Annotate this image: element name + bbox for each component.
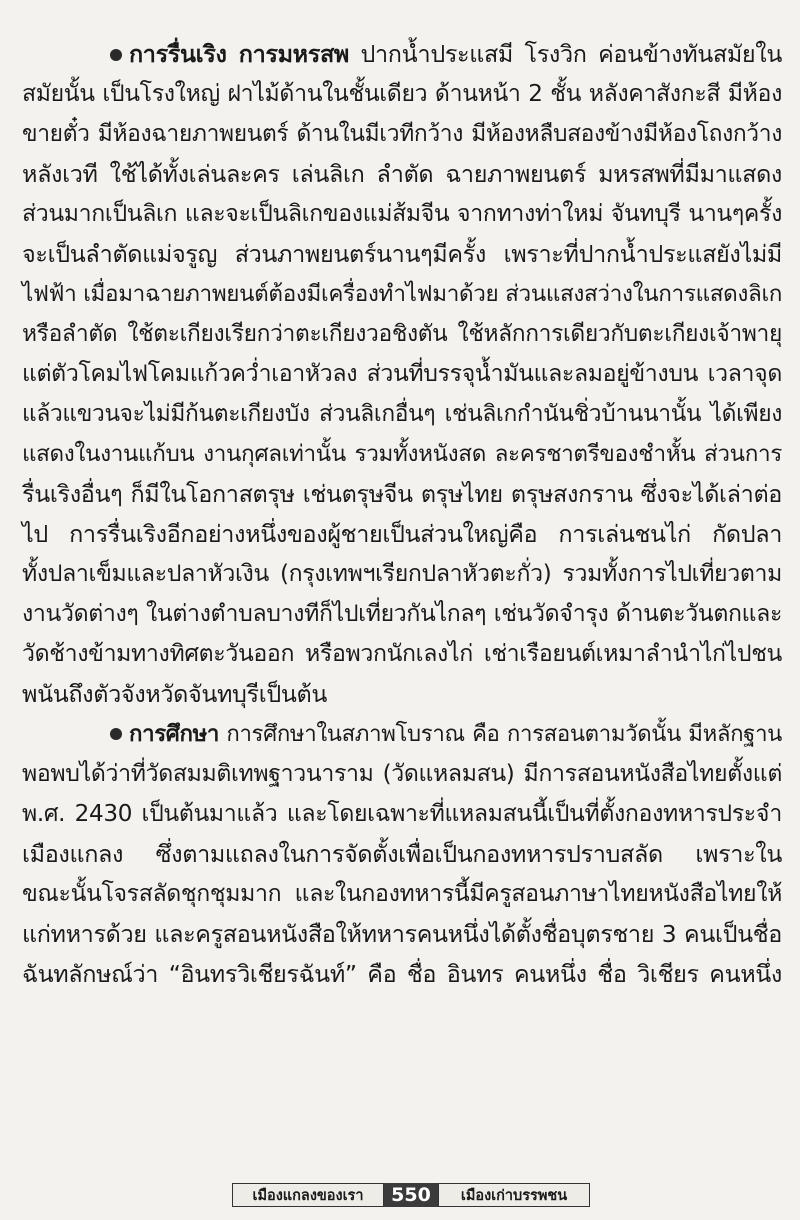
text-line: ไฟฟ้า เมื่อมาฉายภาพยนต์ต้องมีเครื่องทำไฟมาด้วย ส่วนแสงสว่างในการแสดงลิเก — [22, 281, 783, 307]
text-line: เมืองแกลง ซึ่งตามแถลงในการจัดตั้งเพื่อเป็นกองทหารปราบสลัด เพราะใน — [22, 840, 782, 868]
text-line: วัดช้างข้ามทางทิศตะวันออก หรือพวกนักเลงไก่ เช่าเรือยนต์เหมาลำนำไก่ไปชน — [22, 641, 782, 667]
section1-heading: การรื่นเริง การมหรสพ — [129, 40, 349, 68]
text-line: ฉันทลักษณ์ว่า “อินทรวิเชียรฉันท์” คือ ชื่อ อินทร คนหนึ่ง ชื่อ วิเชียร คนหนึ่ง — [22, 960, 782, 988]
page-footer — [232, 1183, 592, 1207]
body-text — [22, 34, 782, 994]
text-line: สมัยนั้น เป็นโรงใหญ่ ฝาไม้ด้านในชั้นเดียว ด้านหน้า 2 ชั้น หลังคาสังกะสี มีห้อง — [22, 81, 782, 107]
section2-first-line — [22, 714, 782, 754]
text-line: หลังเวที ใช้ได้ทั้งเล่นละคร เล่นลิเก ลำตัด ฉายภาพยนตร์ มหรสพที่มีมาแสดง — [22, 160, 782, 188]
text-line: ทั้งปลาเข็มและปลาหัวเงิน (กรุงเทพฯเรียกปลาหัวตะกั่ว) รวมทั้งการไปเที่ยวตาม — [22, 561, 782, 587]
text-line: ส่วนมากเป็นลิเก และจะเป็นลิเกของแม่ส้มจีน จากทางท่าใหม่ จันทบุรี นานๆครั้ง — [22, 201, 782, 227]
text-line: พอพบได้ว่าที่วัดสมมติเทพฐาวนาราม (วัดแหลมสน) มีการสอนหนังสือไทยตั้งแต่ — [22, 761, 782, 787]
section2-heading: การศึกษา — [129, 721, 219, 747]
text-line: พ.ศ. 2430 เป็นต้นมาแล้ว และโดยเฉพาะที่แหลมสนนี้เป็นที่ตั้งกองทหารประจำ — [22, 801, 782, 827]
text-line: จะเป็นลำตัดแม่จรูญ ส่วนภาพยนตร์นานๆมีครั้ง เพราะที่ปากน้ำประแสยังไม่มี — [22, 240, 782, 268]
text-line: ปากน้ำประแสมี โรงวิก ค่อนข้างทันสมัยใน — [348, 40, 782, 68]
footer-book-title: เมืองแกลงของเรา — [232, 1183, 384, 1207]
section1-first-line — [22, 34, 782, 74]
text-line: แสดงในงานแก้บน งานกุศลเท่านั้น รวมทั้งหนังสด ละครชาตรีของชำหั้น ส่วนการ — [22, 441, 782, 467]
text-line: พนันถึงตัวจังหวัดจันทบุรีเป็นต้น — [22, 680, 328, 708]
text-line: ไป การรื่นเริงอีกอย่างหนึ่งของผู้ชายเป็นส่วนใหญ่คือ การเล่นชนไก่ กัดปลา — [22, 520, 782, 548]
text-line: หรือลำตัด ใช้ตะเกียงเรียกว่าตะเกียงวอชิงตัน ใช้หลักการเดียวกับตะเกียงเจ้าพายุ — [22, 321, 782, 347]
text-line: แต่ตัวโคมไฟโคมแก้วคว่ำเอาหัวลง ส่วนที่บรรจุน้ำมันและลมอยู่ข้างบน เวลาจุด — [22, 361, 782, 387]
bullet-icon — [110, 49, 122, 61]
footer-series-title: เมืองเก่าบรรพชน — [438, 1183, 590, 1207]
text-line: ขณะนั้นโจรสลัดชุกชุมมาก และในกองทหารนี้มีครูสอนภาษาไทยหนังสือไทยให้ — [22, 881, 782, 907]
bullet-icon — [110, 728, 122, 740]
text-line: แล้วแขวนจะไม่มีก้นตะเกียงบัง ส่วนลิเกอื่นๆ เช่นลิเกกำนันชิ่วบ้านนานั้น ได้เพียง — [22, 401, 782, 427]
text-line: ขายตั๋ว มีห้องฉายภาพยนตร์ ด้านในมีเวทีกว้าง มีห้องหลืบสองข้างมีห้องโถงกว้าง — [22, 121, 782, 147]
text-line: แก่ทหารด้วย และครูสอนหนังสือให้ทหารคนหนึ่งได้ตั้งชื่อบุตรชาย 3 คนเป็นชื่อ — [22, 920, 782, 948]
text-line: งานวัดต่างๆ ในต่างตำบลบางทีก็ไปเที่ยวกันไกลๆ เช่นวัดจำรุง ด้านตะวันตกและ — [22, 601, 782, 627]
text-line: รื่นเริงอื่นๆ ก็มีในโอกาสตรุษ เช่นตรุษจีน ตรุษไทย ตรุษสงกราน ซึ่งจะได้เล่าต่อ — [22, 480, 782, 508]
text-line: การศึกษาในสภาพโบราณ คือ การสอนตามวัดนั้น มีหลักฐาน — [218, 721, 782, 747]
page-number: 550 — [384, 1183, 438, 1207]
